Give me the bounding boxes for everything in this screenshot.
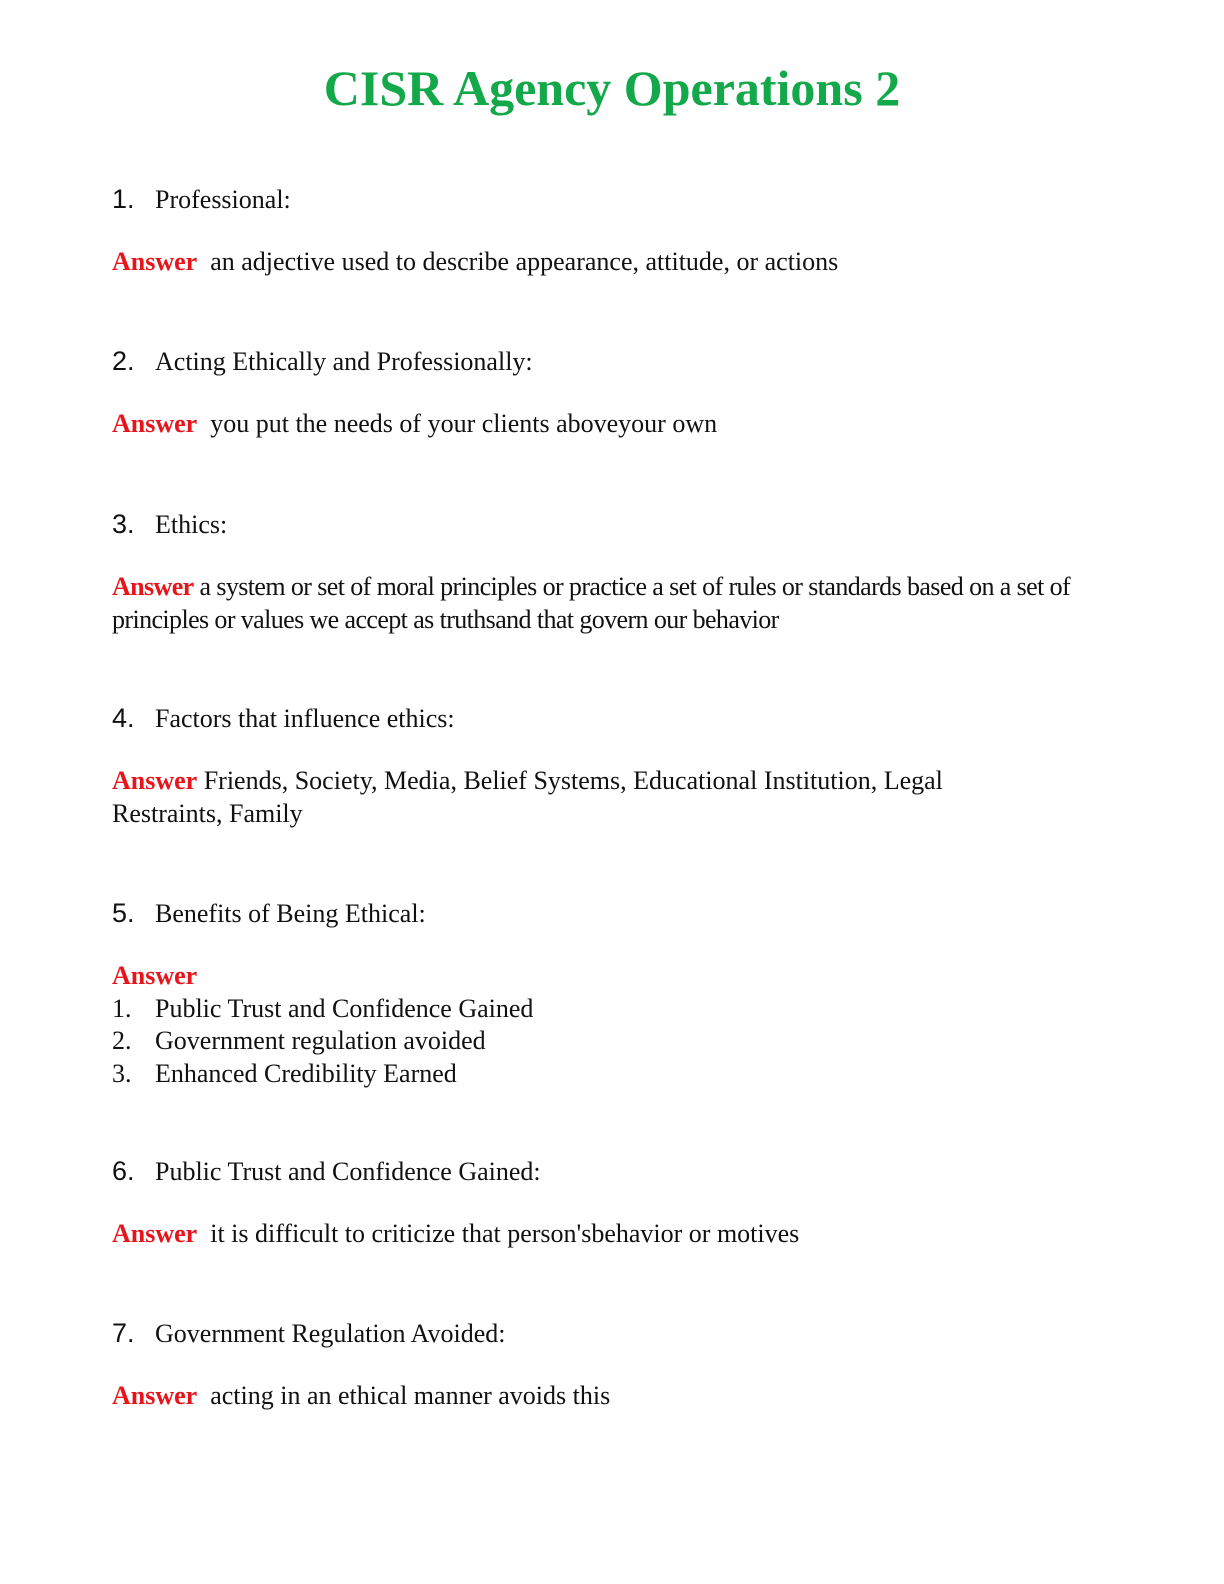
list-text: Public Trust and Confidence Gained xyxy=(155,993,534,1023)
question-number: 3. xyxy=(112,509,135,539)
answer-label: Answer xyxy=(112,961,198,990)
question-number: 2. xyxy=(112,346,135,376)
question-line xyxy=(112,345,1112,377)
answer-label: Answer xyxy=(112,572,194,601)
answer-text: Friends, Society, Media, Belief Systems, Educational Institution, Legal Restraints, Family xyxy=(112,766,943,828)
document-title: CISR Agency Operations 2 xyxy=(323,60,901,116)
question-number: 7. xyxy=(112,1318,135,1348)
question-line xyxy=(112,1317,1112,1349)
answer-label: Answer xyxy=(112,1381,198,1410)
answer-text: acting in an ethical manner avoids this xyxy=(210,1381,611,1410)
answer-line xyxy=(112,960,1112,993)
question-line xyxy=(112,508,1112,540)
question-number: 4. xyxy=(112,703,135,733)
question-text: Ethics: xyxy=(155,510,228,539)
answer-label: Answer xyxy=(112,1219,198,1248)
answer-list-item xyxy=(112,1058,1112,1091)
answer-label: Answer xyxy=(112,409,198,438)
answer-line xyxy=(112,246,1112,279)
question-text: Government Regulation Avoided: xyxy=(155,1319,506,1348)
question-number: 5. xyxy=(112,898,135,928)
question-item xyxy=(112,183,1112,279)
answer-text: a system or set of moral principles or practice a set of rules or standards based on a set of principles or values we accept as truthsand that govern our behavior xyxy=(112,572,1071,634)
answer-list-item xyxy=(112,993,1112,1026)
answer-label: Answer xyxy=(112,247,198,276)
answer-line xyxy=(112,571,1112,636)
answer-line xyxy=(112,765,1012,830)
answer-line xyxy=(112,1380,1112,1413)
question-line xyxy=(112,1155,1112,1187)
list-number: 1. xyxy=(112,993,132,1023)
question-text: Professional: xyxy=(155,185,291,214)
question-line xyxy=(112,702,1112,734)
question-line xyxy=(112,897,1112,929)
answer-text: an adjective used to describe appearance, attitude, or actions xyxy=(210,247,839,276)
question-item xyxy=(112,897,1112,1090)
question-line xyxy=(112,183,1112,215)
answer-line xyxy=(112,1218,1112,1251)
answer-label: Answer xyxy=(112,766,198,795)
question-item xyxy=(112,508,1112,636)
list-number: 2. xyxy=(112,1026,132,1055)
question-item xyxy=(112,1317,1112,1413)
question-number: 1. xyxy=(112,184,135,214)
question-item xyxy=(112,702,1112,830)
question-text: Benefits of Being Ethical: xyxy=(155,899,426,928)
list-number: 3. xyxy=(112,1058,132,1088)
answer-text: you put the needs of your clients aboveyour own xyxy=(210,409,718,438)
question-text: Factors that influence ethics: xyxy=(155,704,455,733)
question-text: Acting Ethically and Professionally: xyxy=(155,347,533,376)
question-item xyxy=(112,345,1112,441)
list-text: Government regulation avoided xyxy=(155,1026,486,1055)
answer-line xyxy=(112,408,1112,441)
question-text: Public Trust and Confidence Gained: xyxy=(155,1157,541,1186)
answer-text: it is difficult to criticize that person'sbehavior or motives xyxy=(210,1219,800,1248)
list-text: Enhanced Credibility Earned xyxy=(155,1058,457,1088)
question-number: 6. xyxy=(112,1156,135,1186)
question-item xyxy=(112,1155,1112,1251)
answer-list-item xyxy=(112,1025,1112,1058)
